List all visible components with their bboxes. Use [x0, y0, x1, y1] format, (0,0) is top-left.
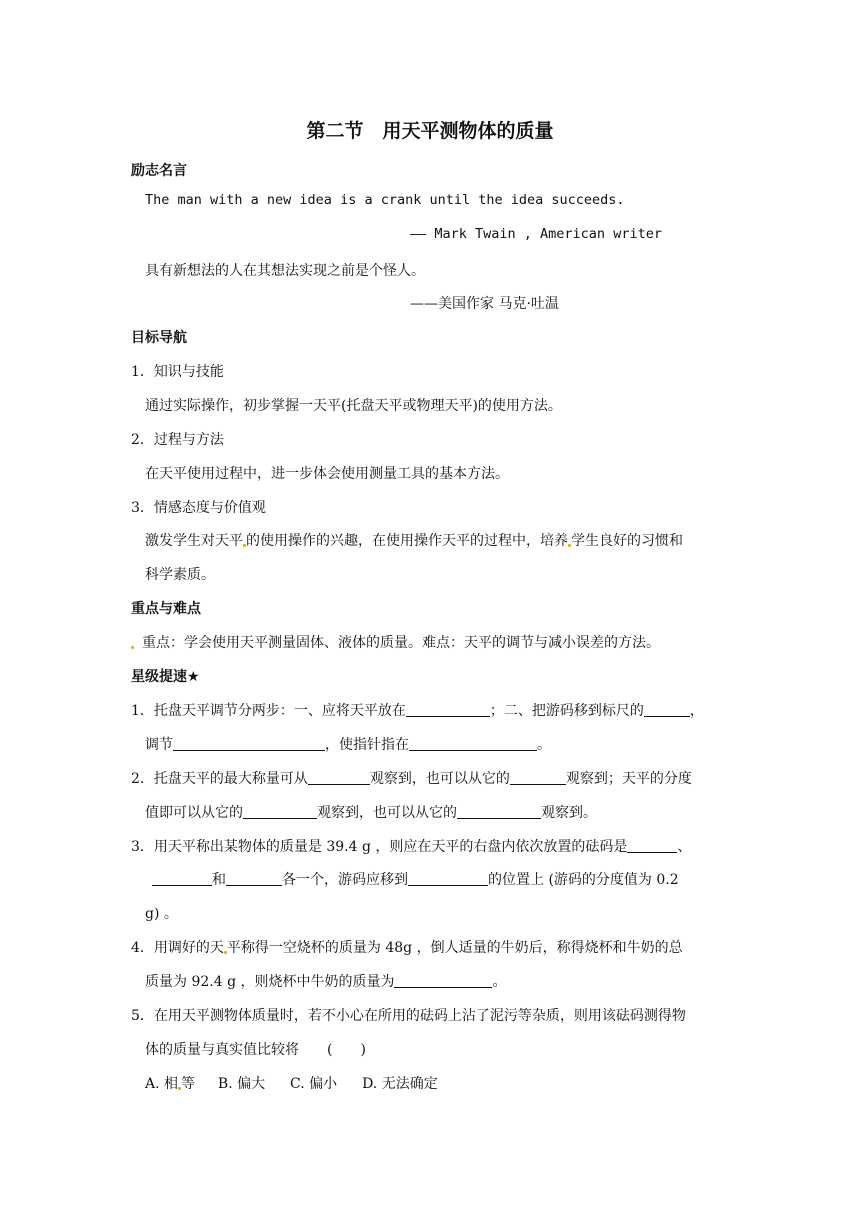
motto-heading: 励志名言 [131, 163, 187, 179]
exercises-heading: 星级提速★ [131, 669, 200, 685]
answer-blank[interactable] [408, 871, 488, 886]
goal-item-3-label: 3．情感态度与价值观 [131, 500, 266, 516]
answer-blank[interactable] [173, 736, 325, 751]
answer-blank[interactable] [406, 702, 490, 717]
option-d[interactable]: D. 无法确定 [362, 1076, 438, 1092]
motto-quote-en: The man with a new idea is a crank until the idea succeeds. [145, 192, 625, 208]
question-3-line-3: g) 。 [145, 906, 178, 922]
option-b[interactable]: B. 偏大 [217, 1076, 266, 1092]
answer-blank[interactable] [226, 871, 282, 886]
question-5-options [145, 1073, 438, 1093]
option-a[interactable]: A. 相 等 [145, 1076, 196, 1092]
question-4-line-1: 4．用调好的天 平称得一空烧杯的质量为 48g ，倒人适量的牛奶后，称得烧杯和牛奶的总 [131, 940, 683, 956]
question-5-line-2: 体的质量与真实值比较将 ( ) [145, 1042, 366, 1058]
goal-item-2-label: 2．过程与方法 [131, 432, 224, 448]
answer-blank[interactable] [394, 973, 492, 988]
question-1-line-2: 调节 ，使指针指在 。 [145, 737, 551, 753]
motto-quote-cn: 具有新想法的人在其想法实现之前是个怪人。 [145, 263, 425, 279]
goal-item-3-text-cont: 科学素质。 [145, 567, 215, 583]
focus-heading: 重点与难点 [131, 601, 201, 617]
answer-blank[interactable] [627, 838, 677, 853]
option-c[interactable]: C. 偏小 [290, 1076, 338, 1092]
goal-item-3-text: 激发学生对天平 的使用操作的兴趣，在使用操作天平的过程中，培养 学生良好的习惯和 [145, 533, 683, 549]
question-2-line-1: 2．托盘天平的最大称量可从 观察到，也可以从它的 观察到；天平的分度 [131, 771, 692, 787]
answer-blank[interactable] [510, 770, 566, 785]
goal-item-2-text: 在天平使用过程中，进一步体会使用测量工具的基本方法。 [145, 466, 509, 482]
motto-author-en: —— Mark Twain , American writer [410, 226, 662, 242]
page-title: 第二节 用天平测物体的质量 [306, 120, 554, 142]
question-1-line-1: 1．托盘天平调节分两步：一、应将天平放在 ；二、把游码移到标尺的 ， [131, 703, 704, 719]
question-2-line-2: 值即可以从它的 观察到，也可以从它的 观察到。 [145, 805, 597, 821]
question-3-line-2: 和 各一个，游码应移到 的位置上 (游码的分度值为 0.2 [152, 869, 679, 889]
answer-blank[interactable] [409, 736, 537, 751]
question-3-line-1: 3．用天平称出某物体的质量是 39.4 g ，则应在天平的右盘内依次放置的砝码是 、 [131, 839, 692, 855]
focus-text: 重点：学会使用天平测量固体、液体的质量。难点：天平的调节与减小误差的方法。 [131, 632, 660, 652]
answer-blank[interactable] [152, 871, 212, 886]
question-5-line-1: 5．在用天平测物体质量时，若不小心在所用的砝码上沾了泥污等杂质，则用该砝码测得物 [131, 1008, 686, 1024]
mark-dot [131, 646, 134, 649]
motto-author-cn: ——美国作家 马克·吐温 [410, 296, 559, 312]
goal-item-1-text: 通过实际操作，初步掌握一天平(托盘天平或物理天平)的使用方法。 [145, 398, 562, 414]
goals-heading: 目标导航 [131, 330, 187, 346]
answer-blank[interactable] [457, 804, 541, 819]
goal-item-1-label: 1．知识与技能 [131, 364, 224, 380]
answer-blank[interactable] [243, 804, 317, 819]
answer-blank[interactable] [644, 702, 690, 717]
answer-blank[interactable] [308, 770, 370, 785]
question-4-line-2: 质量为 92.4 g ，则烧杯中牛奶的质量为 。 [145, 974, 507, 990]
